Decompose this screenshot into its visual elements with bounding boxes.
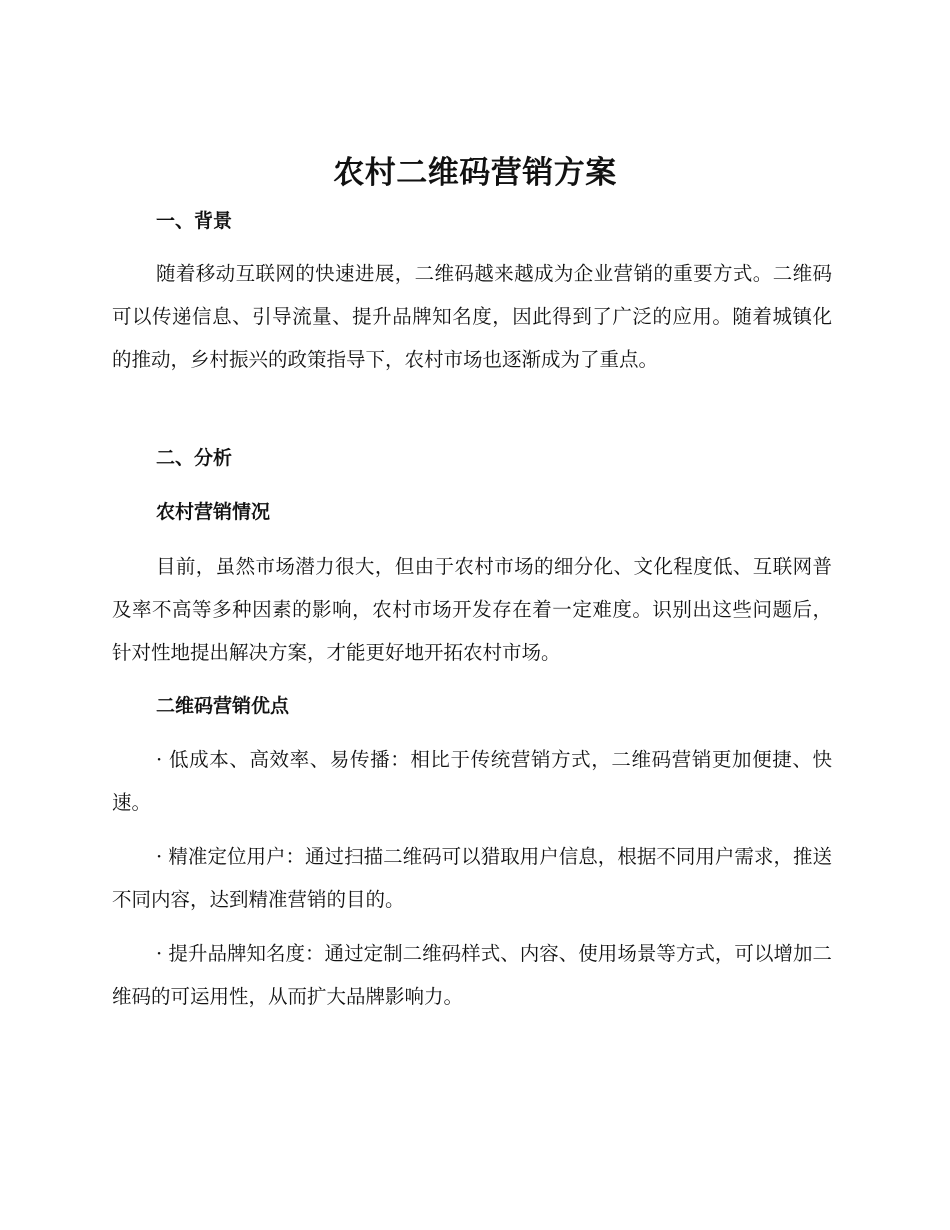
bullet-item: · 提升品牌知名度：通过定制二维码样式、内容、使用场景等方式，可以增加二维码的可运用性，从而扩大品牌影响力。 [112, 942, 832, 1008]
subsection-heading-rural-marketing: 农村营销情况 [156, 501, 271, 523]
paragraph-background: 随着移动互联网的快速进展，二维码越来越成为企业营销的重要方式。二维码可以传递信息、引导流量、提升品牌知名度，因此得到了广泛的应用。随着城镇化的推动，乡村振兴的政策指导下，农村市场也逐渐成为了重点。 [112, 262, 832, 371]
paragraph-rural-marketing: 目前，虽然市场潜力很大，但由于农村市场的细分化、文化程度低、互联网普及率不高等多种因素的影响，农村市场开发存在着一定难度。识别出这些问题后，针对性地提出解决方案，才能更好地开拓农村市场。 [112, 555, 832, 664]
bullet-item: · 精准定位用户：通过扫描二维码可以猎取用户信息，根据不同用户需求，推送不同内容，达到精准营销的目的。 [112, 845, 832, 911]
bullet-item: · 低成本、高效率、易传播：相比于传统营销方式，二维码营销更加便捷、快速。 [112, 748, 832, 814]
subsection-heading-qr-advantages: 二维码营销优点 [156, 695, 290, 717]
section-heading-background: 一、背景 [156, 210, 233, 232]
section-heading-analysis: 二、分析 [156, 447, 233, 469]
document-title: 农村二维码营销方案 [333, 155, 617, 191]
